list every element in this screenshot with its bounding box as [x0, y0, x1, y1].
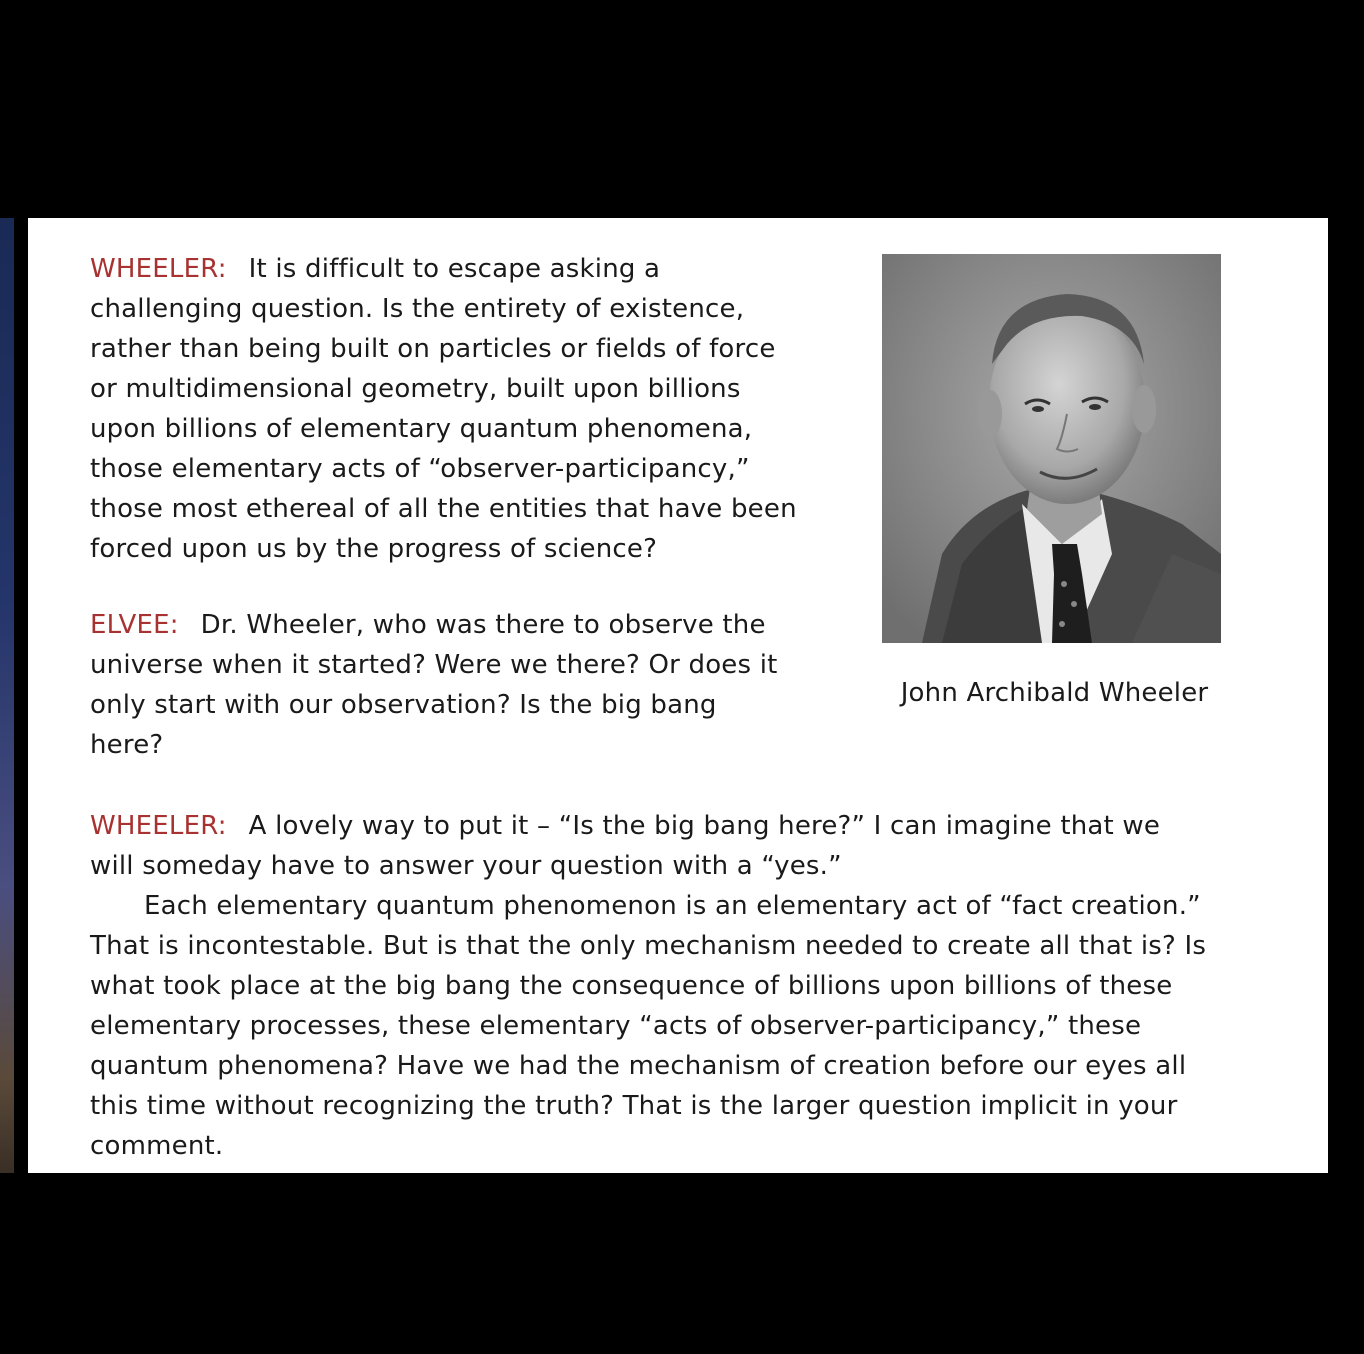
background-edge [0, 218, 14, 1173]
speaker-label: WHEELER: [90, 811, 227, 841]
dialogue-paragraph-3 [90, 806, 1280, 1166]
speaker-label: ELVEE: [90, 610, 179, 640]
dialogue-paragraph-2 [90, 605, 830, 765]
dialogue-line: or multidimensional geometry, built upon billions [90, 374, 741, 404]
slide [28, 218, 1328, 1173]
dialogue-line: ELVEE: Dr. Wheeler, who was there to observe the [90, 610, 766, 640]
dialogue-line: challenging question. Is the entirety of existence, [90, 294, 745, 324]
dialogue-line: upon billions of elementary quantum phenomena, [90, 414, 753, 444]
dialogue-paragraph-1 [90, 249, 830, 569]
dialogue-line: WHEELER: It is difficult to escape asking a [90, 254, 661, 284]
speaker-label: WHEELER: [90, 254, 227, 284]
dialogue-line: will someday have to answer your question with a “yes.” [90, 851, 842, 881]
dialogue-line: That is incontestable. But is that the only mechanism needed to create all that is? Is [90, 931, 1207, 961]
dialogue-line: what took place at the big bang the consequence of billions upon billions of these [90, 971, 1173, 1001]
dialogue-line: Each elementary quantum phenomenon is an elementary act of “fact creation.” [144, 891, 1201, 921]
dialogue-line: WHEELER: A lovely way to put it – “Is the big bang here?” I can imagine that we [90, 811, 1161, 841]
dialogue-line: elementary processes, these elementary “acts of observer-participancy,” these [90, 1011, 1142, 1041]
dialogue-line: forced upon us by the progress of science? [90, 534, 658, 564]
dialogue-line: quantum phenomena? Have we had the mechanism of creation before our eyes all [90, 1051, 1187, 1081]
dialogue-line: universe when it started? Were we there? Or does it [90, 650, 778, 680]
photo-caption: John Archibald Wheeler [900, 678, 1209, 708]
dialogue-line: those elementary acts of “observer-participancy,” [90, 454, 750, 484]
dialogue-line: this time without recognizing the truth? That is the larger question implicit in your [90, 1091, 1178, 1121]
dialogue-line: those most ethereal of all the entities that have been [90, 494, 797, 524]
dialogue-line: rather than being built on particles or fields of force [90, 334, 776, 364]
portrait-photo [882, 254, 1221, 643]
dialogue-line: comment. [90, 1131, 224, 1161]
dialogue-line: here? [90, 730, 164, 760]
dialogue-line: only start with our observation? Is the big bang [90, 690, 717, 720]
